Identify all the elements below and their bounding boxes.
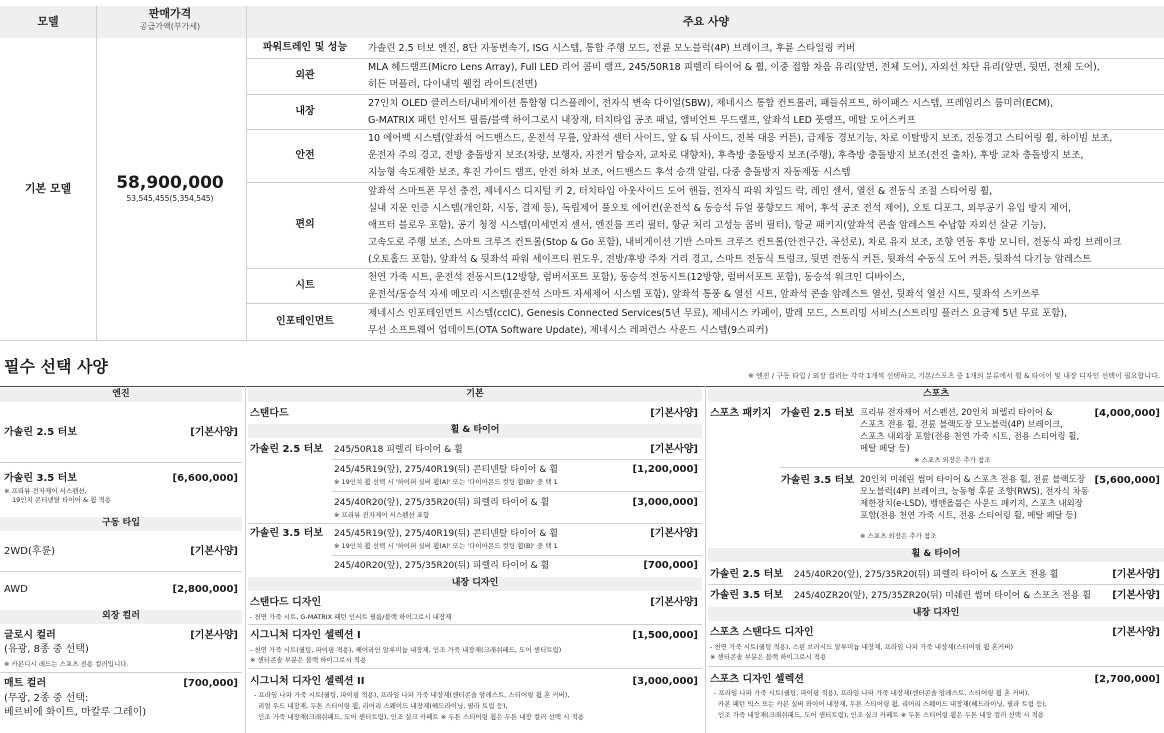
color-header: 외장 컬러 (0, 610, 242, 624)
sport-pkg-spec-line: 스포츠 전용 휠, 전륜 블랙도장 모노블럭(4P) 브레이크, (860, 420, 1064, 430)
basic-int-sig2-note1: - 프라임 나파 가죽 시트(퀼팅, 파이핑 적용), 프라임 나파 가죽 내장재(센터콘솔 암레스트, 스티어링 휠 혼 커버), (254, 691, 570, 699)
basic-int-standard-price: [기본사양] (650, 597, 698, 608)
basic-int-standard-note: - 천연 가죽 시트, G-MATRIX 패턴 인서트 필름/블랙 하이그로시 내장재 (250, 613, 452, 621)
basic-wheel-35-a[interactable]: 245/45R19(앞), 275/40R19(뒤) 콘티넨탈 타이어 & 휠 (334, 529, 558, 539)
spec-category: 인포테인먼트 (276, 315, 334, 327)
spec-line: 10 에어백 시스템(앞좌석 어드밴스드, 운전석 무릎, 앞좌석 센터 사이드, 앞 & 뒤 사이드, 전복 대응 커튼), 급제동 경보기능, 차로 이탈방지 보조, 진동경고 스티어링 휠, 하이빔 보조, (368, 133, 1113, 144)
engine-35-price: [6,600,000] (172, 473, 238, 484)
spec-line: 고속도로 주행 보조, 스마트 크루즈 컨트롤(Stop & Go 포함), 내비게이션 기반 스마트 크루즈 컨트롤(안전구간, 곡선로), 차로 유지 보조, 조향 연동 후방 모니터, 전동식 파킹 브레이크 (368, 236, 1122, 248)
section-title: 필수 선택 사양 (4, 357, 108, 376)
sport-wheel-25-spec[interactable]: 245/40R20(앞), 275/35R20(뒤) 피렐리 타이어 & 스포츠 전용 휠 (794, 570, 1059, 580)
basic-wheel-25-label: 가솔린 2.5 터보 (250, 444, 323, 455)
basic-int-sig2-name[interactable]: 시그니처 디자인 셀렉션 II (250, 676, 365, 687)
spec-category: 내장 (295, 105, 315, 117)
spec-line: 앞좌석 스마트폰 무선 충전, 제네시스 디지털 키 2, 터치타입 아웃사이드 도어 핸들, 전자식 파워 차일드 락, 레인 센서, 열선 & 전동식 조절 스티어링 휠, (368, 185, 993, 197)
spec-line: 27인치 OLED 클러스터/내비게이션 통합형 디스플레이, 전자식 변속 다이얼(SBW), 제네시스 통합 컨트롤러, 패들쉬프트, 하이패스 시스템, 프레임리스 룸미러(ECM), (368, 97, 1054, 109)
sport-wheel-35-price: [기본사양] (1112, 590, 1160, 601)
spec-line: 무선 소프트웨어 업데이트(OTA Software Update), 제네시스 레퍼런스 사운드 시스템(9스피커) (368, 324, 769, 336)
basic-int-sig2-note3: 인조 가죽 내장재(크래쉬패드, 도어 센터트림), 인조 실크 카페트 ※ 두톤 스티어링 휠은 두톤 내장 컬러 선택 시 적용 (258, 713, 585, 721)
color-glossy-sub: (유광, 8종 중 선택) (4, 644, 89, 655)
basic-wheel-25-b[interactable]: 245/45R19(앞), 275/40R19(뒤) 콘티넨탈 타이어 & 휠 (334, 465, 558, 475)
basic-header: 기본 (248, 388, 702, 402)
price-value: 58,900,000 (116, 173, 224, 193)
basic-int-sig1-note2: ※ 센터콘솔 부분은 블랙 하이그로시 적용 (250, 656, 367, 664)
basic-wheel-25-c-price: [3,000,000] (632, 497, 698, 508)
sport-pkg-25-note: ※ 스포츠 외장은 추가 참조 (914, 456, 991, 464)
spec-line: 운전석/동승석 자세 메모리 시스템(운전석 스마트 자세제어 시스템 포함), 앞좌석 통풍 & 열선 시트, 앞좌석 콘솔 암레스트 열선, 뒷좌석 열선 시트, 뒷좌석 스키쓰루 (368, 288, 1040, 300)
price-sub-value: 53,545,455(5,354,545) (126, 194, 214, 203)
sport-int-selection-price: [2,700,000] (1094, 674, 1160, 685)
spec-line: 애프터 블로우 포함), 공기 청정 시스템(미세먼지 센서, 엔진룸 프리 필터, 항균 처리 고성능 콤비 필터), 항균 패키지(앞좌석 콘솔 암레스트 수납함 자외선 살균 기능), (368, 219, 1047, 231)
model-name: 기본 모델 (24, 182, 72, 195)
sport-wheel-35-name: 가솔린 3.5 터보 (710, 590, 783, 601)
sport-wheel-25-price: [기본사양] (1112, 569, 1160, 580)
basic-interior-header: 내장 디자인 (248, 577, 702, 591)
model-price (100, 172, 240, 204)
color-matte-price: [700,000] (183, 678, 238, 689)
spec-line: 천연 가죽 시트, 운전석 전동시트(12방향, 럼버서포트 포함), 동승석 전동시트(12방향, 럼버서포트 포함), 동승석 워크인 디바이스, (368, 271, 905, 283)
spec-line: (오토홀드 포함), 앞좌석 & 뒷좌석 파워 세이프티 윈도우, 전방/후방 주차 거리 경고, 스마트 전동식 트렁크, 뒷면 전동식 커튼, 뒷좌석 수동식 도어 커튼, 뒷좌석 다기능 암레스트 (368, 253, 1092, 265)
basic-wheel-25-c[interactable]: 245/40R20(앞), 275/35R20(뒤) 피렐리 타이어 & 휠 (334, 498, 550, 508)
sport-int-standard-price: [기본사양] (1112, 627, 1160, 638)
basic-wheel-35-b-price: [700,000] (643, 560, 698, 571)
sport-int-selection-note1: - 프라임 나파 가죽 시트(퀼팅, 파이핑 적용), 프라임 나파 가죽 내장재(센터콘솔 암레스트, 스티어링 휠 혼 커버), (714, 689, 1030, 697)
sport-pkg-35-name[interactable]: 가솔린 3.5 터보 (781, 475, 854, 486)
sport-pkg-spec-line: 프리뷰 전자제어 서스펜션, 20인치 피렐리 타이어 & (860, 408, 1053, 418)
sport-pkg-spec-line: 포함(전용 천연 가죽 시트, 전용 스티어링 휠, 메탈 페달 등) (860, 511, 1077, 521)
sport-pkg-spec-line: 메탈 페달 등) (860, 444, 910, 454)
spec-line: G-MATRIX 패턴 인서트 필름/블랙 하이그로시 내장재, 터치타입 공조 패널, 앰비언트 무드램프, 앞좌석 LED 풋램프, 메탈 도어스커프 (368, 114, 916, 126)
sport-pkg-35-spec (860, 474, 1089, 522)
basic-wheel-35-a-note: ※ 19인치 휠 선택 시 '하이퍼 실버 휠(A)' 또는 '다이아몬드 컷팅 휠(B)' 중 택 1 (334, 542, 558, 550)
sport-wheel-25-name: 가솔린 2.5 터보 (710, 569, 783, 580)
drive-awd-name[interactable]: AWD (4, 584, 28, 595)
sport-interior-header: 내장 디자인 (708, 607, 1164, 621)
sport-int-standard-note2: ※ 센터콘솔 부분은 블랙 하이그로시 적용 (710, 653, 827, 661)
header-specs: 주요 사양 (682, 15, 730, 28)
header-model: 모델 (37, 15, 59, 28)
basic-int-sig1-note1: - 천연 가죽 시트(퀼팅, 파이핑 적용), 헤어라인 알루미늄 내장재, 인조 가죽 내장재(크래쉬패드, 도어 센터트림) (250, 646, 562, 654)
spec-line: 실내 지문 인증 시스템(개인화, 시동, 결제 등), 독립제어 풀오토 에어컨(운전석 & 동승석 듀얼 풍향모드 제어, 후석 공조 전석 제어), 오토 디포그, 외부공기 유입 방지 제어, (368, 202, 1072, 214)
engine-25-name[interactable]: 가솔린 2.5 터보 (4, 427, 77, 438)
basic-wheel-35-a-price: [기본사양] (650, 528, 698, 539)
basic-wheel-25-a[interactable]: 245/50R18 피렐리 타이어 & 휠 (334, 445, 463, 455)
sport-pkg-25-name[interactable]: 가솔린 2.5 터보 (781, 408, 854, 419)
spec-category: 편의 (295, 219, 315, 230)
engine-35-note1: ※ 프리뷰 전자제어 서스펜션, (4, 487, 87, 495)
drive-awd-price: [2,800,000] (172, 584, 238, 595)
basic-wheel-35-b[interactable]: 245/40R20(앞), 275/35R20(뒤) 피렐리 타이어 & 휠 (334, 561, 550, 571)
section-note: ※ 엔진 / 구동 타입 / 외장 컬러는 각각 1개씩 선택하고, 기본/스포츠 중 1개의 분류에서 휠 & 타이어 및 내장 디자인 선택이 필요합니다. (747, 372, 1160, 380)
basic-wheel-25-a-price: [기본사양] (650, 444, 698, 455)
sport-pkg-25-spec (860, 407, 1079, 455)
sport-header: 스포츠 (708, 388, 1164, 402)
basic-int-standard-name[interactable]: 스탠다드 디자인 (250, 597, 322, 608)
spec-line: 제네시스 인포테인먼트 시스템(ccIC), Genesis Connected Services(5년 무료), 제네시스 카페이, 발레 모드, 스트리밍 서비스(스트리밍 플러스 요금제 5년 무료 포함), (368, 307, 1068, 319)
spec-line: 지능형 속도제한 보조, 후진 가이드 램프, 안전 하차 보조, 어드밴스드 후석 승객 알림, 다중 충돌방지 자동제동 시스템 (368, 167, 851, 178)
engine-35-name[interactable]: 가솔린 3.5 터보 (4, 473, 77, 484)
sport-int-standard-note1: - 천연 가죽 시트(퀼팅 적용), 스핀 브러시드 알루미늄 내장재, 프라임 나파 가죽 내장재(스티어링 휠 혼커버) (710, 643, 1013, 651)
drive-2wd-name[interactable]: 2WD(후륜) (4, 546, 56, 557)
engine-25-price: [기본사양] (190, 427, 238, 438)
basic-int-sig1-price: [1,500,000] (632, 630, 698, 641)
sport-pkg-spec-line: 20인치 미쉐린 썸머 타이어 & 스포츠 전용 휠, 전륜 블랙도장 (860, 475, 1086, 485)
basic-wheel-header: 휠 & 타이어 (248, 424, 702, 438)
header-price-sub: 공급가액(부가세) (139, 22, 201, 31)
basic-int-sig1-name[interactable]: 시그니처 디자인 셀렉션 I (250, 630, 361, 641)
spec-category: 외관 (295, 70, 315, 81)
sport-int-standard-name[interactable]: 스포츠 스탠다드 디자인 (710, 627, 814, 638)
basic-int-sig2-note2: 리얼 우드 내장재, 두톤 스티어링 휠, 리어리 스웨이드 내장재(헤드라이닝, 필라 트림 등), (258, 702, 508, 710)
engine-35-note2: 19인치 콘티넨탈 타이어 & 휠 적용 (12, 496, 112, 504)
spec-category: 파워트레인 및 성능 (262, 42, 348, 53)
sport-pkg-spec-line: 스포츠 내외장 포함(전용 천연 가죽 시트, 전용 스티어링 휠, (860, 432, 1080, 442)
spec-line: 가솔린 2.5 터보 엔진, 8단 자동변속기, ISG 시스템, 통합 주행 모드, 전륜 모노블럭(4P) 브레이크, 후륜 스타일링 커버 (368, 42, 856, 54)
spec-category: 시트 (295, 279, 315, 291)
sport-pkg-35-note: ※ 스포츠 외장은 추가 참조 (860, 532, 937, 540)
sport-wheel-header: 휠 & 타이어 (708, 548, 1164, 562)
sport-wheel-35-spec[interactable]: 245/40ZR20(앞), 275/35ZR20(뒤) 미쉐린 썸머 타이어 & 스포츠 전용 휠 (794, 591, 1091, 601)
sport-pkg-35-price: [5,600,000] (1094, 475, 1160, 486)
sport-pkg-spec-line: 제한장치(e-LSD), 뱅앤올룹슨 사운드 패키지, 스포츠 내외장 (860, 499, 1083, 509)
sport-int-selection-name[interactable]: 스포츠 디자인 셀렉션 (710, 674, 804, 685)
drive-header: 구동 타입 (0, 517, 242, 531)
spec-line: 히든 머플러, 다이내믹 웰컴 라이트(전면) (368, 79, 538, 90)
color-glossy-price: [기본사양] (190, 630, 238, 641)
color-matte-sub2: 베르비에 화이트, 마칼루 그레이) (4, 707, 147, 718)
spec-category: 안전 (295, 149, 315, 161)
spec-line: 운전자 주의 경고, 전방 충돌방지 보조(차량, 보행자, 자전거 탑승자, 교차로 대향차), 후측방 충돌방지 보조(주행), 후측방 충돌방지 보조(전진 출차), 후방 교차 충돌방지 보조, (368, 150, 1084, 161)
sport-pkg-25-price: [4,000,000] (1094, 408, 1160, 419)
basic-int-sig2-price: [3,000,000] (632, 676, 698, 687)
basic-wheel-25-b-price: [1,200,000] (632, 464, 698, 475)
header-price-label: 판매가격 (148, 7, 192, 20)
header-price (110, 6, 230, 32)
color-matte-name[interactable]: 매트 컬러 (4, 678, 47, 689)
color-glossy-name[interactable]: 글로시 컬러 (4, 630, 56, 641)
drive-2wd-price: [기본사양] (190, 546, 238, 557)
basic-wheel-25-c-note: ※ 프리뷰 전자제어 서스펜션 포함 (334, 511, 430, 519)
basic-wheel-35-label: 가솔린 3.5 터보 (250, 528, 323, 539)
engine-header: 엔진 (0, 388, 242, 402)
color-matte-sub1: (무광, 2종 중 선택: (4, 693, 89, 704)
sport-int-selection-note3: 인조 가죽 내장재(크래쉬패드, 도어 센터트림), 인조 실크 카페트 ※ 두톤 스티어링 휠은 두톤 내장 컬러 선택 시 적용 (718, 711, 1045, 719)
basic-wheel-25-b-note: ※ 19인치 휠 선택 시 '하이퍼 실버 휠(A)' 또는 '다이아몬드 컷팅 휠(B)' 중 택 1 (334, 478, 558, 486)
sport-int-selection-note2: 카본 패턴 믹스 또는 카본 실버 와이어 내장재, 두톤 스티어링 휠, 리어리 스웨이드 내장재(헤드라이닝, 필라 트림 등), (718, 700, 1047, 708)
spec-line: MLA 헤드램프(Micro Lens Array), Full LED 리어 콤비 램프, 245/50R18 피렐리 타이어 & 휠, 이중 접합 차음 유리(앞면, 전체 도어), 자외선 차단 유리(앞면, 뒷면, 전체 도어), (368, 62, 1100, 73)
sport-pkg-spec-line: 모노블럭(4P) 브레이크, 능동형 후륜 조향(RWS), 전자식 차동 (860, 487, 1089, 497)
sport-package-label: 스포츠 패키지 (710, 408, 772, 419)
basic-standard-price: [기본사양] (650, 408, 698, 419)
basic-standard-name[interactable]: 스탠다드 (250, 408, 289, 419)
color-glossy-note: ※ 카본디시 레드는 스포츠 전용 컬러입니다. (4, 660, 129, 668)
